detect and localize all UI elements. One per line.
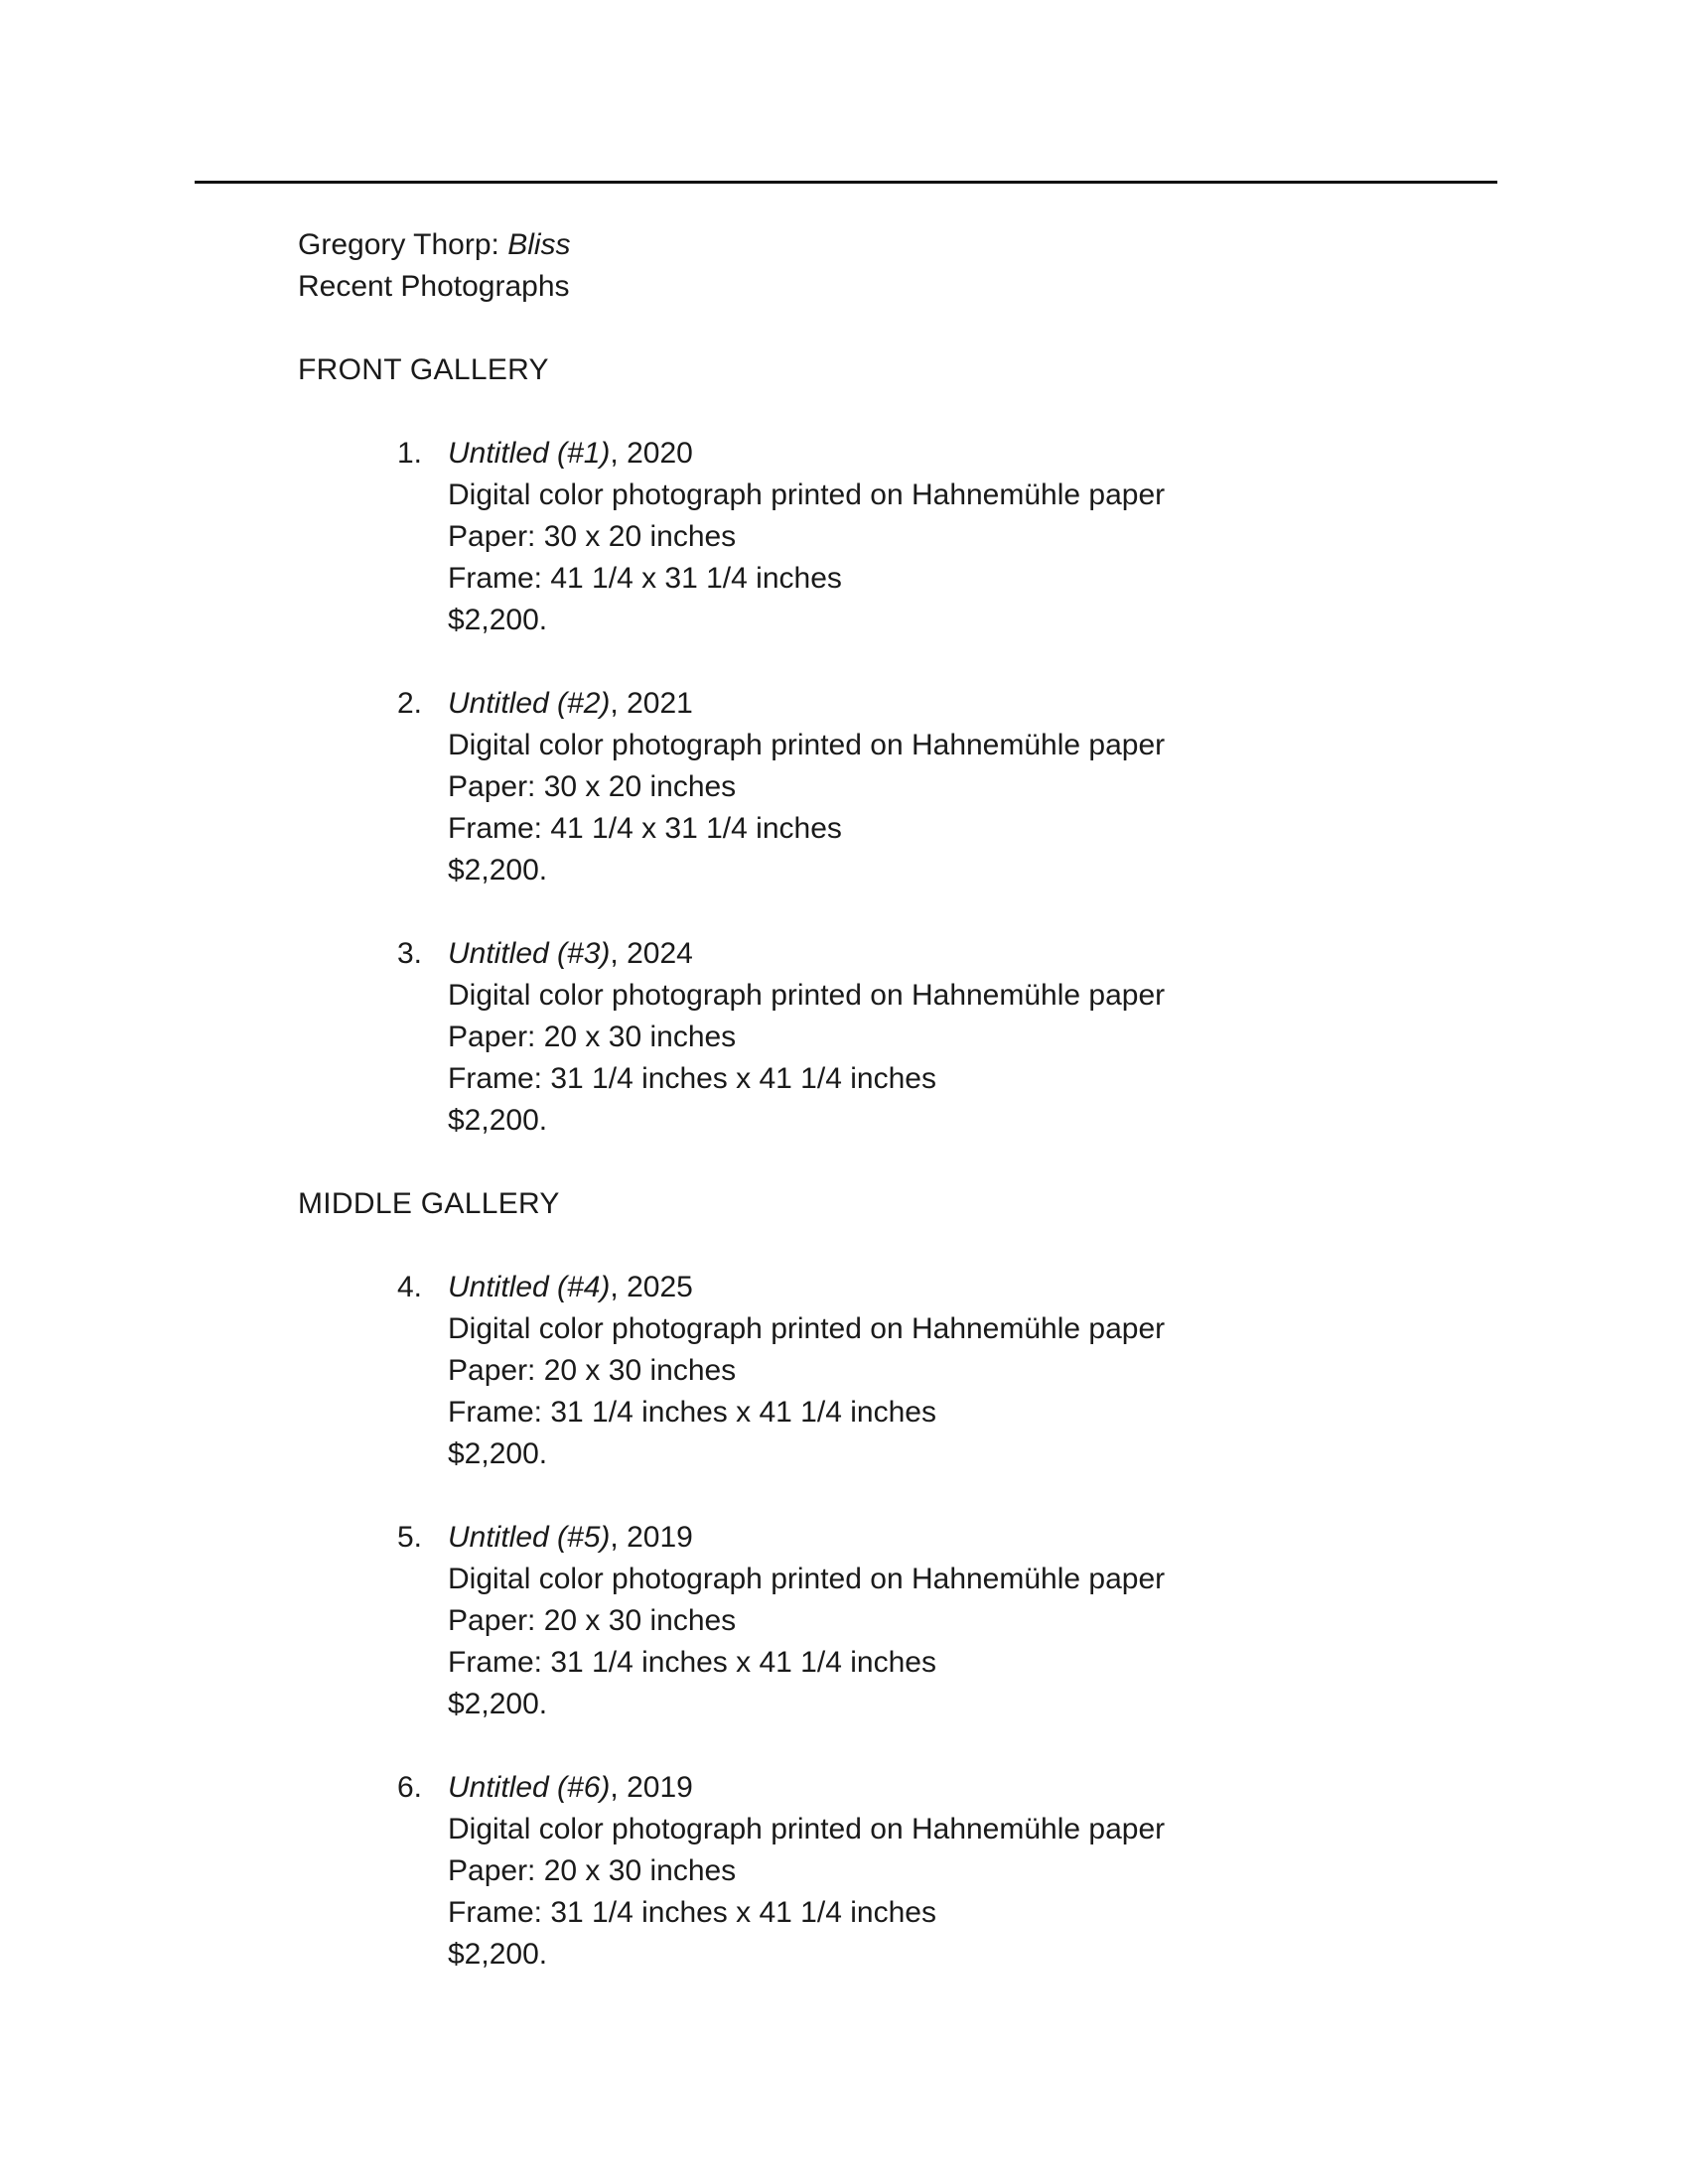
work-medium: Digital color photograph printed on Hahnemühle paper xyxy=(448,979,1166,1012)
artist-name: Gregory Thorp: xyxy=(298,228,508,261)
work-year: , 2021 xyxy=(610,687,693,720)
header-subtitle: Recent Photographs xyxy=(298,270,570,303)
work-price: $2,200. xyxy=(448,1938,548,1971)
work-number: 6. xyxy=(397,1771,423,1804)
show-title: Bliss xyxy=(507,228,571,261)
work-number: 3. xyxy=(397,937,423,970)
work-frame-size: Frame: 31 1/4 inches x 41 1/4 inches xyxy=(448,1896,936,1929)
work-year: , 2019 xyxy=(610,1521,693,1554)
work-frame-size: Frame: 31 1/4 inches x 41 1/4 inches xyxy=(448,1062,936,1095)
work-title-line xyxy=(448,1267,1489,1308)
work-price: $2,200. xyxy=(448,1437,548,1470)
section-title-middle-gallery: MIDDLE GALLERY xyxy=(298,1187,560,1220)
work-medium: Digital color photograph printed on Hahnemühle paper xyxy=(448,478,1166,511)
work-price: $2,200. xyxy=(448,1104,548,1137)
section-title-front-gallery: FRONT GALLERY xyxy=(298,353,549,386)
work-paper-size: Paper: 30 x 20 inches xyxy=(448,520,737,553)
work-item xyxy=(298,433,1489,641)
work-medium: Digital color photograph printed on Hahnemühle paper xyxy=(448,1813,1166,1845)
work-year: , 2024 xyxy=(610,937,693,970)
work-number: 4. xyxy=(397,1271,423,1303)
work-price: $2,200. xyxy=(448,854,548,887)
work-year: , 2020 xyxy=(610,437,693,470)
work-paper-size: Paper: 30 x 20 inches xyxy=(448,770,737,803)
top-rule xyxy=(195,181,1497,184)
work-title: Untitled (#5) xyxy=(448,1521,611,1554)
work-frame-size: Frame: 31 1/4 inches x 41 1/4 inches xyxy=(448,1396,936,1429)
work-title-line xyxy=(448,1767,1489,1809)
work-item xyxy=(298,1267,1489,1475)
work-price: $2,200. xyxy=(448,604,548,636)
work-paper-size: Paper: 20 x 30 inches xyxy=(448,1604,737,1637)
work-medium: Digital color photograph printed on Hahnemühle paper xyxy=(448,729,1166,761)
work-title: Untitled (#2) xyxy=(448,687,611,720)
work-title-line xyxy=(448,933,1489,975)
work-paper-size: Paper: 20 x 30 inches xyxy=(448,1854,737,1887)
work-title: Untitled (#3) xyxy=(448,937,611,970)
work-paper-size: Paper: 20 x 30 inches xyxy=(448,1021,737,1053)
work-frame-size: Frame: 41 1/4 x 31 1/4 inches xyxy=(448,812,842,845)
work-title-line xyxy=(448,433,1489,475)
work-title: Untitled (#4) xyxy=(448,1271,611,1303)
work-frame-size: Frame: 31 1/4 inches x 41 1/4 inches xyxy=(448,1646,936,1679)
work-item xyxy=(298,1767,1489,1976)
work-title-line xyxy=(448,1517,1489,1559)
work-title: Untitled (#6) xyxy=(448,1771,611,1804)
work-item xyxy=(298,1517,1489,1725)
work-paper-size: Paper: 20 x 30 inches xyxy=(448,1354,737,1387)
work-medium: Digital color photograph printed on Hahnemühle paper xyxy=(448,1563,1166,1595)
work-item xyxy=(298,683,1489,891)
work-number: 1. xyxy=(397,437,423,470)
work-title: Untitled (#1) xyxy=(448,437,611,470)
work-year: , 2019 xyxy=(610,1771,693,1804)
work-number: 5. xyxy=(397,1521,423,1554)
work-medium: Digital color photograph printed on Hahnemühle paper xyxy=(448,1312,1166,1345)
work-price: $2,200. xyxy=(448,1688,548,1720)
work-title-line xyxy=(448,683,1489,725)
header-title-line xyxy=(298,224,1489,266)
work-number: 2. xyxy=(397,687,423,720)
work-year: , 2025 xyxy=(610,1271,693,1303)
document-body xyxy=(298,224,1489,1976)
work-item xyxy=(298,933,1489,1142)
work-frame-size: Frame: 41 1/4 x 31 1/4 inches xyxy=(448,562,842,595)
document-header xyxy=(298,224,1489,308)
